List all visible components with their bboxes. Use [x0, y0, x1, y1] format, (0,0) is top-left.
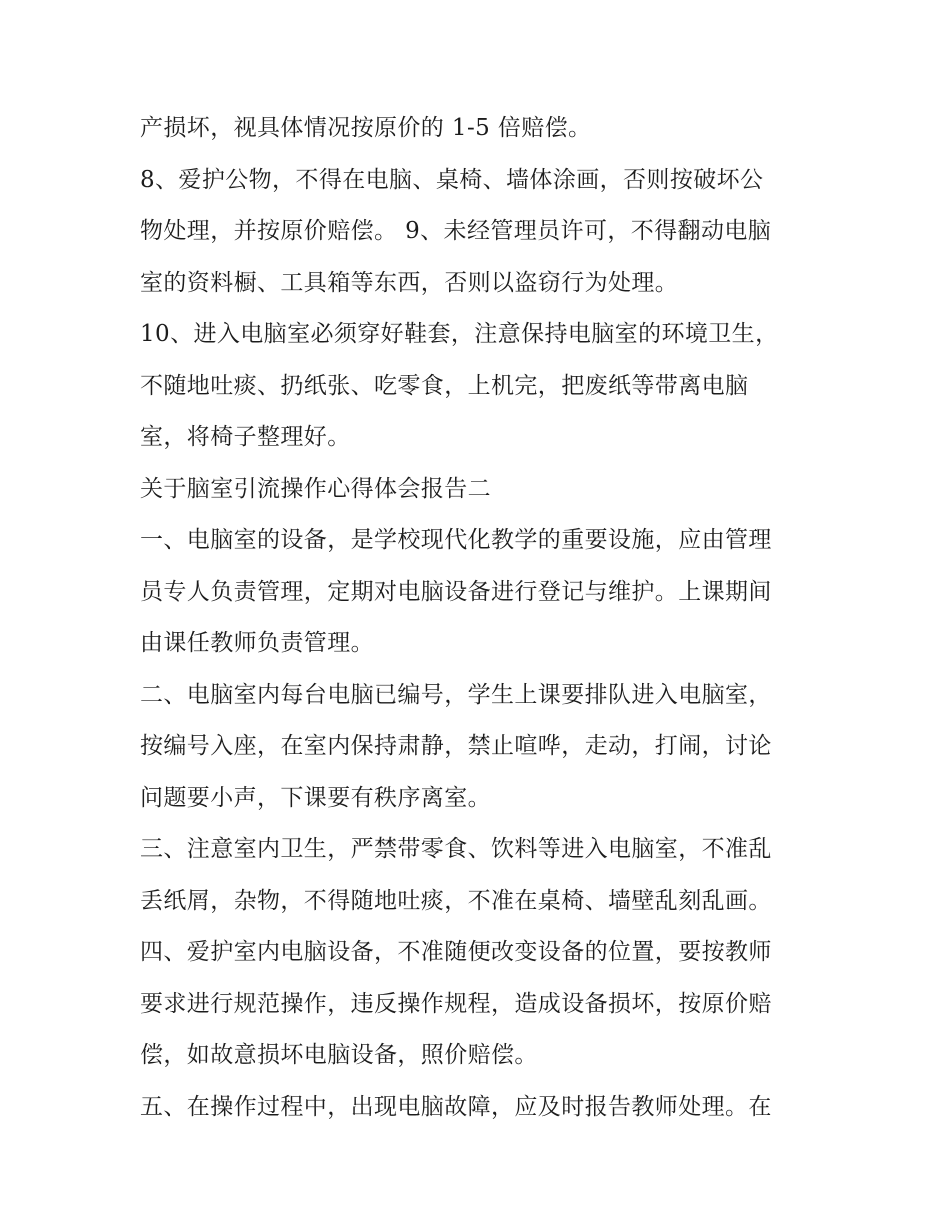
document-page — [140, 103, 820, 1133]
text-line: 要求进行规范操作，违反操作规程，造成设备损坏，按原价赔 — [140, 990, 772, 1017]
text-line: 由课任教师负责管理。 — [140, 630, 374, 656]
text-line: 物处理，并按原价赔偿。 9、未经管理员许可，不得翻动电脑 — [140, 218, 772, 244]
text-line: 一、电脑室的设备，是学校现代化教学的重要设施，应由管理 — [140, 527, 772, 553]
text-line: 8、爱护公物，不得在电脑、桌椅、墙体涂画，否则按破坏公 — [140, 166, 764, 193]
text-line: 不随地吐痰、扔纸张、吃零食，上机完，把废纸等带离电脑 — [140, 372, 749, 399]
text-line: 二、电脑室内每台电脑已编号，学生上课要排队进入电脑室， — [140, 681, 772, 708]
text-line: 10、进入电脑室必须穿好鞋套，注意保持电脑室的环境卫生， — [140, 321, 779, 347]
text-line: 产损坏，视具体情况按原价的 1-5 倍赔偿。 — [140, 115, 592, 141]
text-line: 丢纸屑，杂物，不得随地吐痰，不准在桌椅、墙壁乱刻乱画。 — [140, 887, 772, 914]
text-line: 三、注意室内卫生，严禁带零食、饮料等进入电脑室，不准乱 — [140, 836, 772, 862]
section-heading: 关于脑室引流操作心得体会报告二 — [140, 475, 491, 502]
text-line: 室，将椅子整理好。 — [140, 424, 351, 450]
text-line: 问题要小声，下课要有秩序离室。 — [140, 784, 491, 811]
text-line: 四、爱护室内电脑设备，不准随便改变设备的位置，要按教师 — [140, 939, 772, 965]
text-line: 员专人负责管理，定期对电脑设备进行登记与维护。上课期间 — [140, 578, 772, 605]
text-line: 按编号入座，在室内保持肃静，禁止喧哗，走动，打闹，讨论 — [140, 733, 772, 759]
text-line: 室的资料橱、工具箱等东西，否则以盗窃行为处理。 — [140, 269, 679, 296]
text-line: 五、在操作过程中，出现电脑故障，应及时报告教师处理。在 — [140, 1093, 772, 1120]
text-line: 偿，如故意损坏电脑设备，照价赔偿。 — [140, 1042, 538, 1068]
